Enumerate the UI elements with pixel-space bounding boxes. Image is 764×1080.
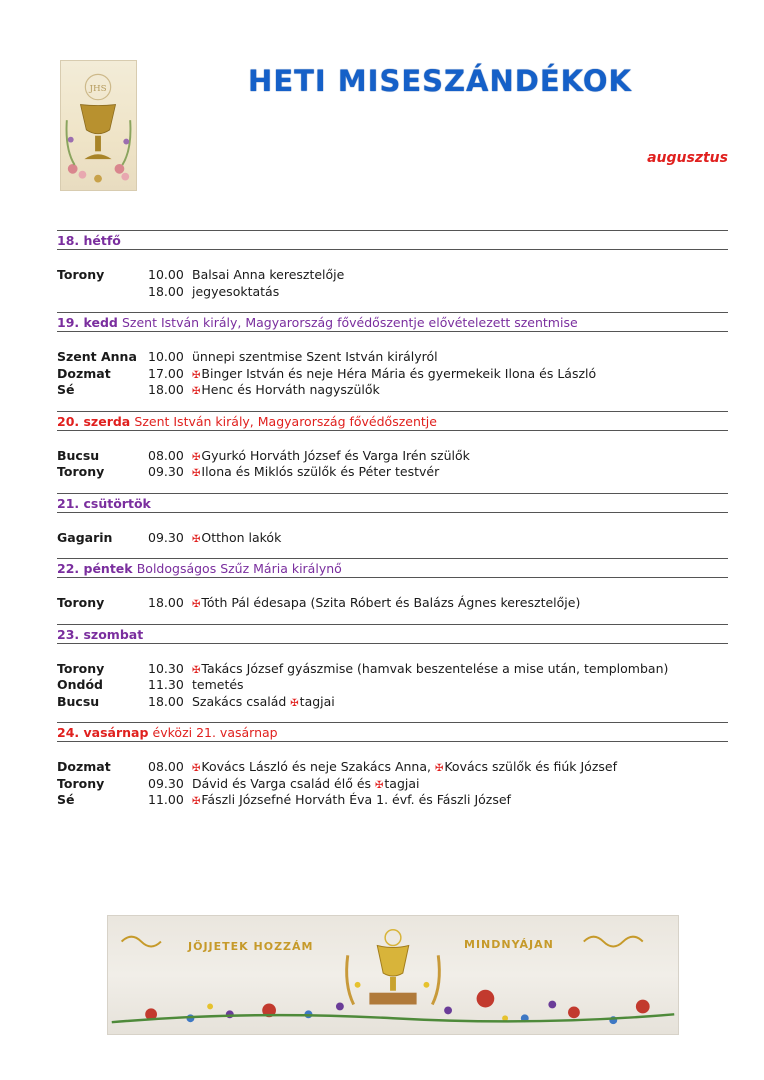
day-header bbox=[57, 312, 728, 332]
intention-text: Binger István és neje Héra Mária és gyermekeik Ilona és László bbox=[201, 365, 597, 381]
church-location: Torony bbox=[57, 775, 105, 791]
mass-entry bbox=[57, 382, 728, 399]
church-location: Sé bbox=[57, 792, 75, 807]
chalice-image bbox=[60, 60, 137, 191]
cross-icon: ✠ bbox=[192, 664, 201, 676]
entry-list bbox=[57, 644, 728, 723]
mass-entry bbox=[57, 792, 728, 809]
cross-icon: ✠ bbox=[192, 468, 201, 479]
mass-entry bbox=[57, 349, 728, 366]
mass-entry bbox=[57, 694, 728, 711]
day-section bbox=[57, 722, 728, 821]
church-location: Torony bbox=[57, 267, 105, 282]
mass-time: 09.30 bbox=[148, 775, 184, 791]
intention-text: Kovács szülők és fiúk József bbox=[444, 759, 617, 774]
mass-time: 08.00 bbox=[148, 759, 184, 774]
cross-icon: ✠ bbox=[192, 599, 201, 610]
church-location: Bucsu bbox=[57, 447, 100, 463]
cross-icon: ✠ bbox=[192, 763, 201, 774]
intention-text: Fászli Józsefné Horváth Éva 1. évf. és Fászli József bbox=[201, 792, 511, 807]
day-header bbox=[57, 411, 728, 431]
mass-intention bbox=[192, 759, 617, 776]
mass-time: 18.00 bbox=[148, 693, 184, 709]
cross-icon: ✠ bbox=[192, 451, 201, 463]
intention-text: temetés bbox=[192, 677, 244, 692]
cross-icon: ✠ bbox=[375, 779, 384, 791]
mass-intention bbox=[192, 366, 596, 383]
mass-intention bbox=[192, 464, 439, 481]
church-location: Bucsu bbox=[57, 693, 100, 709]
day-name: 24. vasárnap bbox=[57, 725, 149, 740]
day-section bbox=[57, 230, 728, 312]
day-name: 18. hétfő bbox=[57, 233, 121, 248]
cross-icon: ✠ bbox=[192, 386, 201, 397]
day-name: 23. szombat bbox=[57, 626, 144, 642]
mass-time: 18.00 bbox=[148, 382, 184, 397]
day-header bbox=[57, 493, 728, 513]
intention-text: Otthon lakók bbox=[201, 529, 282, 545]
day-header bbox=[57, 558, 728, 578]
church-location: Torony bbox=[57, 660, 105, 676]
church-location: Gagarin bbox=[57, 529, 113, 545]
entry-list bbox=[57, 513, 728, 559]
feast-name: Boldogságos Szűz Mária királynő bbox=[136, 561, 342, 576]
mass-time: 09.30 bbox=[148, 529, 184, 545]
intention-text: ünnepi szentmise Szent István királyról bbox=[192, 349, 438, 364]
mass-intention bbox=[192, 382, 380, 399]
intention-text: Kovács László és neje Szakács Anna, bbox=[201, 759, 435, 774]
church-location: Dozmat bbox=[57, 365, 111, 381]
mass-schedule bbox=[57, 230, 728, 821]
intention-text: Tóth Pál édesapa (Szita Róbert és Balázs Ágnes keresztelője) bbox=[201, 595, 581, 610]
church-location bbox=[57, 284, 148, 301]
entry-list bbox=[57, 332, 728, 411]
intention-text: Henc és Horváth nagyszülők bbox=[201, 382, 380, 397]
church-location: Ondód bbox=[57, 677, 104, 692]
mass-entry bbox=[57, 267, 728, 284]
day-section bbox=[57, 558, 728, 624]
entry-list bbox=[57, 250, 728, 312]
day-section bbox=[57, 493, 728, 559]
mass-time: 09.30 bbox=[148, 464, 184, 479]
mass-entry bbox=[57, 677, 728, 694]
day-section bbox=[57, 312, 728, 411]
mass-intention bbox=[192, 677, 244, 694]
mass-intention bbox=[192, 267, 344, 284]
feast-name: Szent István király, Magyarország fővédőszentje elővételezett szentmise bbox=[122, 315, 578, 330]
mass-entry bbox=[57, 595, 728, 612]
mass-intention bbox=[192, 595, 580, 612]
mass-time: 10.30 bbox=[148, 660, 184, 676]
mass-intention bbox=[192, 349, 438, 366]
mass-time: 10.00 bbox=[148, 349, 184, 364]
mass-time: 11.30 bbox=[148, 677, 184, 692]
mass-intention bbox=[192, 530, 281, 547]
mass-intention bbox=[192, 284, 279, 301]
cross-icon: ✠ bbox=[290, 697, 299, 709]
mass-intention bbox=[192, 792, 511, 809]
church-location: Torony bbox=[57, 595, 105, 610]
intention-text: Dávid és Varga család élő és bbox=[192, 775, 376, 791]
mass-entry bbox=[57, 776, 728, 793]
cross-icon: ✠ bbox=[192, 533, 201, 545]
mass-entry bbox=[57, 530, 728, 547]
mass-intention bbox=[192, 661, 668, 678]
mass-entry bbox=[57, 366, 728, 383]
day-name: 20. szerda bbox=[57, 413, 131, 429]
mass-entry bbox=[57, 464, 728, 481]
entry-list bbox=[57, 578, 728, 624]
mass-time: 18.00 bbox=[148, 595, 184, 610]
church-location: Torony bbox=[57, 464, 105, 479]
embroidery-chalice-icon bbox=[108, 916, 678, 1034]
mass-time: 18.00 bbox=[148, 283, 184, 299]
day-name: 22. péntek bbox=[57, 561, 133, 576]
church-location: Sé bbox=[57, 382, 75, 397]
intention-text: tagjai bbox=[299, 693, 335, 709]
cross-icon: ✠ bbox=[192, 369, 201, 381]
mass-time: 17.00 bbox=[148, 365, 184, 381]
cross-icon: ✠ bbox=[192, 796, 201, 807]
chalice-icon bbox=[61, 61, 136, 190]
mass-intention bbox=[192, 694, 335, 711]
entry-list bbox=[57, 742, 728, 821]
banner-text-left: JÖJJETEK HOZZÁM bbox=[188, 940, 314, 953]
day-header bbox=[57, 722, 728, 742]
intention-text: Balsai Anna keresztelője bbox=[192, 267, 345, 282]
church-location: Szent Anna bbox=[57, 349, 137, 364]
entry-list bbox=[57, 431, 728, 493]
intention-text: Szakács család bbox=[192, 693, 291, 709]
card-monogram: JHS bbox=[89, 83, 107, 94]
month-label: augusztus bbox=[647, 150, 728, 166]
day-section bbox=[57, 624, 728, 723]
mass-time: 08.00 bbox=[148, 447, 184, 463]
mass-entry bbox=[57, 759, 728, 776]
mass-intention bbox=[192, 448, 470, 465]
mass-entry bbox=[57, 284, 728, 301]
church-location: Dozmat bbox=[57, 759, 111, 774]
mass-intention bbox=[192, 776, 420, 793]
mass-time: 11.00 bbox=[148, 792, 184, 807]
feast-name: Szent István király, Magyarország fővédőszentje bbox=[134, 413, 437, 429]
feast-name: évközi 21. vasárnap bbox=[152, 725, 278, 740]
day-section bbox=[57, 411, 728, 493]
intention-text: Gyurkó Horváth József és Varga Irén szülők bbox=[201, 447, 470, 463]
mass-entry bbox=[57, 661, 728, 678]
cross-icon: ✠ bbox=[434, 763, 444, 774]
day-name: 19. kedd bbox=[57, 315, 118, 330]
mass-entry bbox=[57, 448, 728, 465]
banner-text-right: MINDNYÁJAN bbox=[464, 938, 554, 951]
embroidered-banner-image bbox=[107, 915, 679, 1035]
page-title: HETI MISESZÁNDÉKOK bbox=[248, 64, 632, 98]
day-header bbox=[57, 624, 728, 644]
intention-text: tagjai bbox=[384, 775, 420, 791]
intention-text: jegyesoktatás bbox=[192, 283, 280, 299]
day-header bbox=[57, 230, 728, 250]
intention-text: Takács József gyászmise (hamvak beszentelése a mise után, templomban) bbox=[201, 660, 669, 676]
mass-time: 10.00 bbox=[148, 267, 184, 282]
day-name: 21. csütörtök bbox=[57, 495, 151, 511]
intention-text: Ilona és Miklós szülők és Péter testvér bbox=[201, 464, 440, 479]
